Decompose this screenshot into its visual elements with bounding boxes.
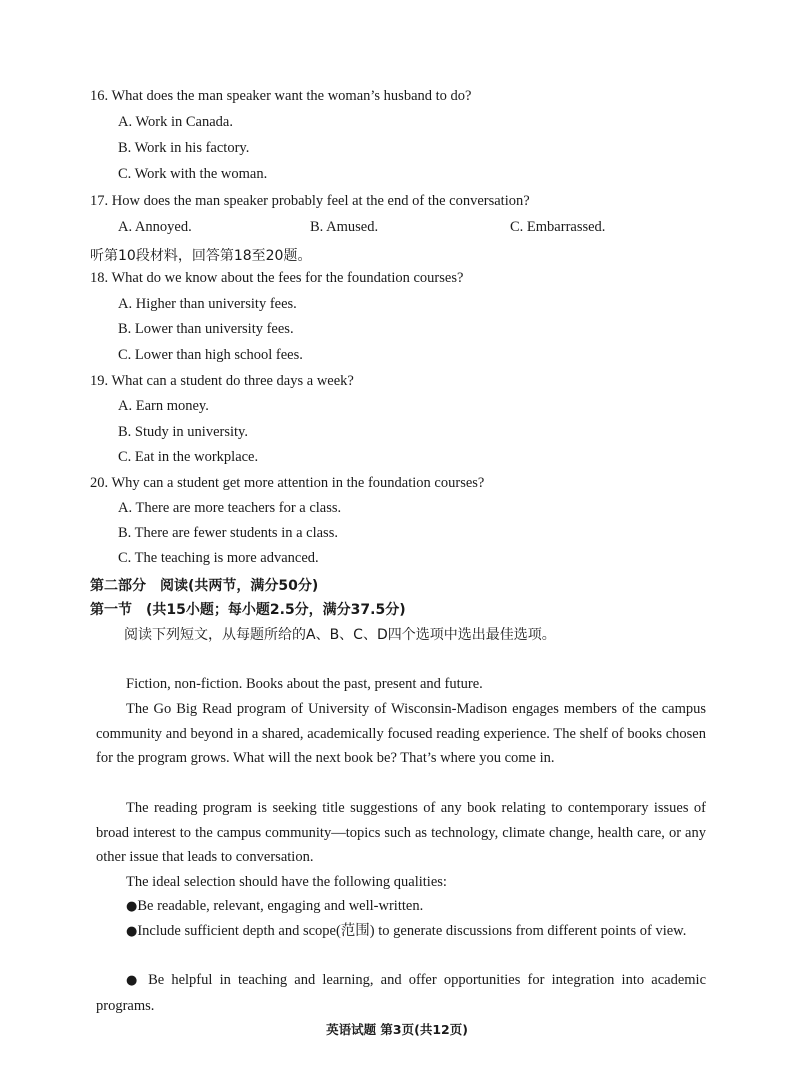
question-17-option-c: C. Embarrassed. (510, 219, 606, 235)
question-18-option-c: C. Lower than high school fees. (118, 347, 303, 363)
question-16-option-b: B. Work in his factory. (118, 140, 250, 156)
section1-instruction: 阅读下列短文，从每题所给的A、B、C、D四个选项中选出最佳选项。 (124, 627, 556, 643)
question-19-option-c: C. Eat in the workplace. (118, 449, 259, 465)
question-20-option-c: C. The teaching is more advanced. (118, 550, 319, 566)
question-19-stem: 19. What can a student do three days a week? (90, 373, 354, 389)
question-18-option-a: A. Higher than university fees. (118, 296, 297, 312)
passage-bullet-2 (96, 919, 706, 945)
question-16-stem: 16. What does the man speaker want the woman’s husband to do? (90, 88, 472, 104)
section1-title: 第一节 (共15小题；每小题2.5分，满分37.5分) (90, 602, 406, 618)
bullet-1-text: Be readable, relevant, engaging and well-written. (137, 898, 424, 914)
question-16-option-a: A. Work in Canada. (118, 114, 233, 130)
bullet-icon: ● (126, 973, 141, 988)
passage-bullet-1 (96, 894, 706, 920)
question-17-option-a: A. Annoyed. (118, 219, 192, 235)
question-18-stem: 18. What do we know about the fees for the foundation courses? (90, 270, 464, 286)
bullet-icon: ● (126, 899, 138, 914)
question-20-stem: 20. Why can a student get more attention in the foundation courses? (90, 475, 485, 491)
part2-title: 第二部分 阅读(共两节，满分50分) (90, 578, 319, 594)
passage-paragraph-4: The ideal selection should have the following qualities: (126, 874, 447, 890)
question-17-option-b: B. Amused. (310, 219, 379, 235)
listening-instruction: 听第10段材料，回答第18至20题。 (90, 248, 312, 264)
question-16-option-c: C. Work with the woman. (118, 166, 268, 182)
question-18-option-b: B. Lower than university fees. (118, 321, 294, 337)
question-17-stem: 17. How does the man speaker probably feel at the end of the conversation? (90, 193, 530, 209)
question-19-option-b: B. Study in university. (118, 424, 248, 440)
question-19-option-a: A. Earn money. (118, 398, 209, 414)
bullet-icon: ● (126, 924, 138, 939)
page-footer: 英语试题 第3页(共12页) (326, 1022, 468, 1037)
question-20-option-b: B. There are fewer students in a class. (118, 525, 338, 541)
passage-paragraph-1: Fiction, non-fiction. Books about the past, present and future. (126, 676, 483, 692)
bullet-3-text: Be helpful in teaching and learning, and offer opportunities for integration into academic programs. (96, 972, 707, 1014)
passage-paragraph-2: The Go Big Read program of University of Wisconsin-Madison engages members of the campus community and beyond in a shared, academically focused reading experience. The shelf of books chosen for the program grows. What will the next book be? That’s where you come in. (96, 701, 706, 766)
passage-paragraph-3: The reading program is seeking title suggestions of any book relating to contemporary issues of broad interest to the campus community—topics such as technology, climate change, health care, or any other issue that leads to conversation. (96, 800, 706, 865)
question-20-option-a: A. There are more teachers for a class. (118, 500, 342, 516)
passage-bullet-3 (96, 968, 706, 1018)
bullet-2-text: Include sufficient depth and scope(范围) to generate discussions from different points of view. (137, 923, 687, 939)
